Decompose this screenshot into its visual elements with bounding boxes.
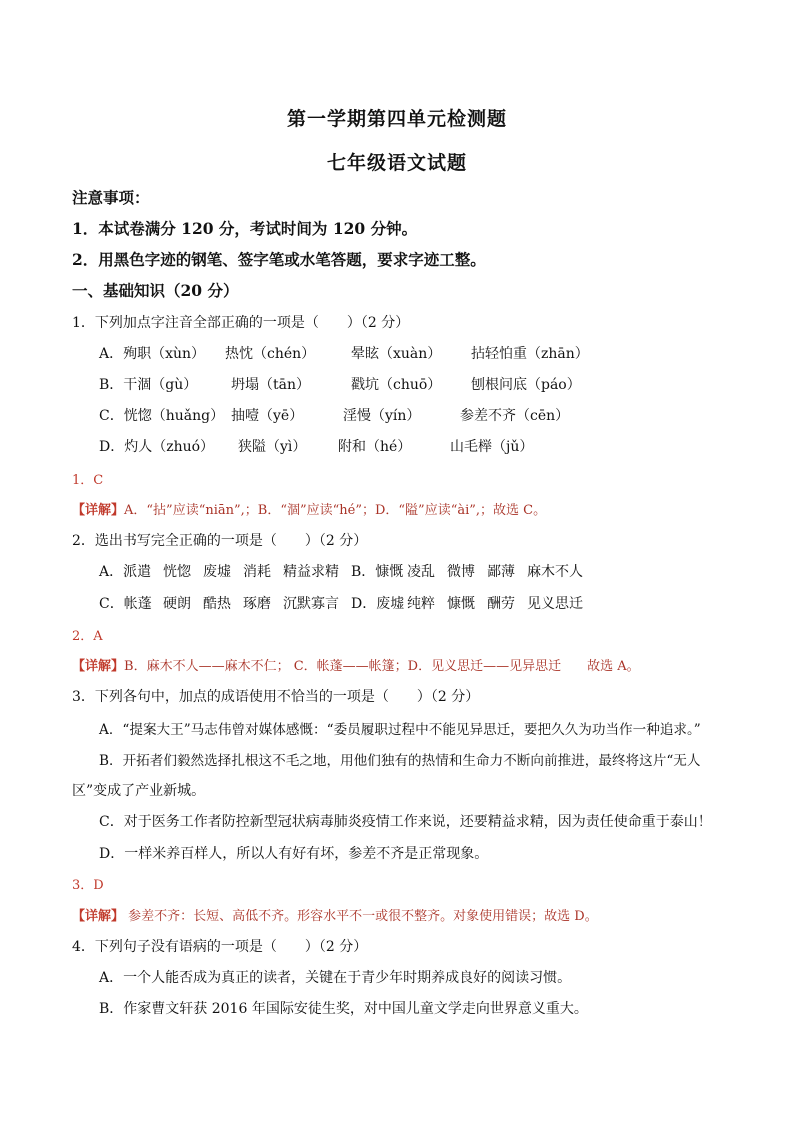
option-item: B．慷慨 [351,564,404,580]
question-stem: 2．选出书写完全正确的一项是（ ）（2 分） [72,533,368,549]
page-subtitle: 七年级语文试题 [326,152,467,174]
option-item: 琢磨 [243,596,271,612]
option-item: 晕眩（xuàn） [351,346,442,362]
page-title: 第一学期第四单元检测题 [286,108,507,130]
option-row [99,343,589,363]
option-item: 戳坑（chuō） [351,377,442,393]
option-item: B．干涸（gù） [99,377,198,393]
option-line: A．“提案大王”马志伟曾对媒体感慨：“委员履职过程中不能见异思迁，要把久久为功当作一种追求。” [99,722,701,738]
option-item: 附和（hé） [338,439,412,455]
notice-item: 2．用黑色字迹的钢笔、签字笔或水笔答题，要求字迹工整。 [72,250,486,269]
option-item: 恍惚 [163,564,191,580]
question-stem: 3．下列各句中，加点的成语使用不恰当的一项是（ ）（2 分） [72,689,480,705]
explanation [72,905,598,924]
question-stem: 4．下列句子没有语病的一项是（ ）（2 分） [72,939,368,955]
option-item: 慷慨 [447,596,475,612]
option-line: B．开拓者们毅然选择扎根这不毛之地，用他们独有的热情和生命力不断向前推进，最终将这片“无人 [99,753,701,769]
option-row [99,374,581,394]
option-item: 见义思迁 [527,596,583,612]
option-item: D．灼人（zhuó） [99,439,215,455]
option-item: 纯粹 [407,596,435,612]
option-item: 山毛榉（jǔ） [450,439,534,455]
option-item: 沉默寡言 [283,596,339,612]
option-row [99,561,583,581]
option-line: C．对于医务工作者防控新型冠状病毒肺炎疫情工作来说，还要精益求精，因为责任使命重于泰山！ [99,814,712,830]
section-heading: 一、基础知识（20 分） [72,281,239,300]
option-line: A．一个人能否成为真正的读者，关键在于青少年时期养成良好的阅读习惯。 [99,970,572,986]
option-line: D．一样米养百样人，所以人有好有坏，参差不齐是正常现象。 [99,846,489,862]
option-item: C．恍惚（huǎng） [99,408,225,424]
option-item: C．帐蓬 [99,596,152,612]
option-item: 刨根问底（páo） [471,377,581,393]
option-item: 热忱（chén） [225,346,316,362]
option-item: 凌乱 [407,564,435,580]
option-item: 硬朗 [163,596,191,612]
option-item: 麻木不人 [527,564,583,580]
option-item: 微博 [447,564,475,580]
answer-label: 1．C [72,473,104,488]
option-row [99,405,569,425]
option-item: 抽噎（yē） [231,408,304,424]
explanation-text: A．“拈”应读“niān”,；B．“涸”应读“hé”；D．“隘”应读“ài”,；故选 C。 [124,503,547,518]
answer-label: 3．D [72,878,104,893]
notice-heading: 注意事项： [72,188,150,207]
option-item: 坍塌（tān） [231,377,310,393]
explanation-tag: 【详解】 [72,909,125,924]
option-item: 消耗 [243,564,271,580]
option-item: 淫慢（yín） [343,408,421,424]
option-item: A．殉职（xùn） [99,346,206,362]
option-item: 参差不齐（cēn） [460,408,570,424]
answer-label: 2．A [72,629,103,644]
option-item: 酷热 [203,596,231,612]
explanation-tag: 【详解】 [72,659,125,674]
option-item: A．派遣 [99,564,152,580]
notice-item: 1．本试卷满分 120 分，考试时间为 120 分钟。 [72,219,418,238]
option-item: 狭隘（yì） [238,439,307,455]
option-line: B．作家曹文轩获 2016 年国际安徒生奖，对中国儿童文学走向世界意义重大。 [99,1001,588,1017]
explanation-text: 参差不齐：长短、高低不齐。形容水平不一或很不整齐。对象使用错误；故选 D。 [124,909,598,924]
option-line: 区”变成了产业新城。 [72,783,206,799]
explanation-text: B．麻木不人——麻木不仁； C．帐蓬——帐篷；D．见义思迁——见异思迁 故选 A。 [124,659,640,674]
option-item: 拈轻怕重（zhān） [471,346,589,362]
question-stem: 1．下列加点字注音全部正确的一项是（ ）（2 分） [72,315,410,331]
option-item: 鄙薄 [487,564,515,580]
explanation-tag: 【详解】 [72,503,125,518]
option-row [99,436,533,456]
explanation [72,655,640,674]
option-row [99,593,583,613]
option-item: 废墟 [203,564,231,580]
option-item: 精益求精 [283,564,339,580]
option-item: D．废墟 [351,596,405,612]
explanation [72,499,546,518]
option-item: 酬劳 [487,596,515,612]
